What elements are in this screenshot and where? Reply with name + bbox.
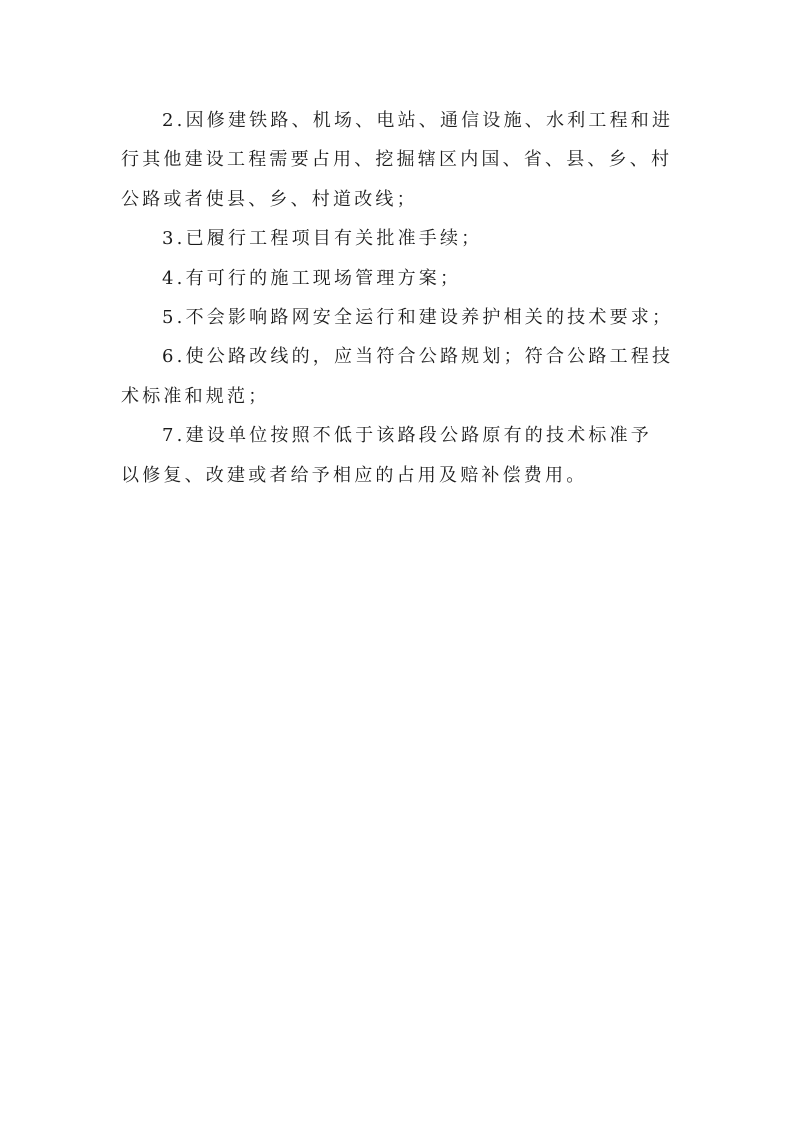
item-3-line-1: 3.已履行工程项目有关批准手续； bbox=[162, 228, 483, 250]
item-6-line-2: 术标准和规范； bbox=[121, 385, 270, 407]
item-6-line-1: 6.使公路改线的，应当符合公路规划；符合公路工程技 bbox=[162, 346, 674, 368]
item-7-line-1: 7.建设单位按照不低于该路段公路原有的技术标准予 bbox=[162, 425, 652, 447]
item-2-line-2: 行其他建设工程需要占用、挖掘辖区内国、省、县、乡、村 bbox=[121, 149, 673, 171]
item-5-line-1: 5.不会影响路网安全运行和建设养护相关的技术要求； bbox=[162, 306, 674, 328]
document-body bbox=[121, 101, 681, 495]
item-2-line-1: 2.因修建铁路、机场、电站、通信设施、水利工程和进 bbox=[162, 110, 674, 131]
item-7-line-2: 以修复、改建或者给予相应的占用及赔补偿费用。 bbox=[121, 464, 588, 486]
item-4-line-1: 4.有可行的施工现场管理方案； bbox=[162, 267, 462, 289]
item-2-line-3: 公路或者使县、乡、村道改线； bbox=[121, 188, 418, 210]
